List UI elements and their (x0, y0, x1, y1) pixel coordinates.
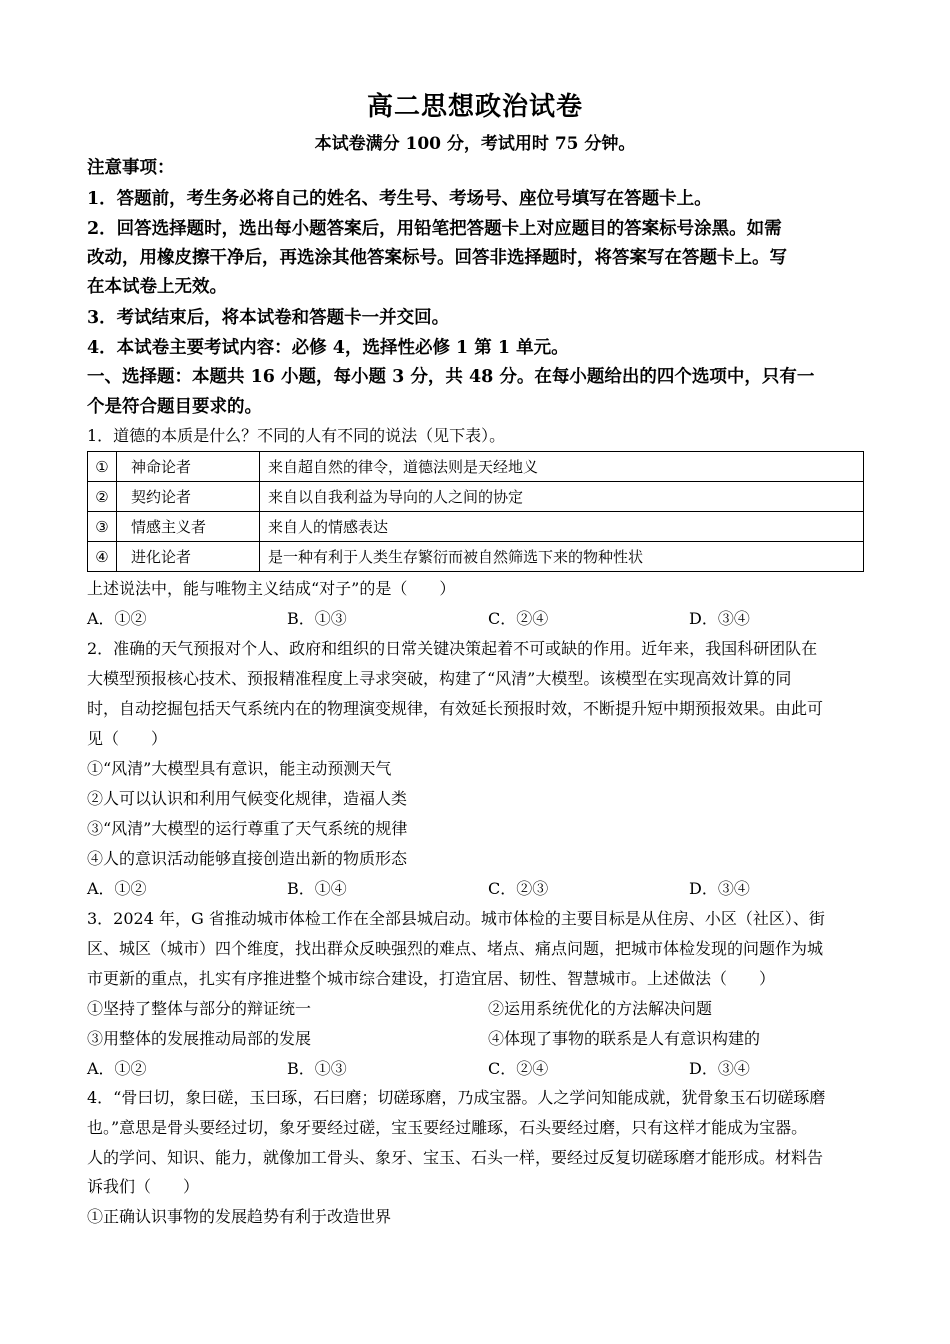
q3-option-a: A．①② (87, 1059, 147, 1078)
q4-statement: ①正确认识事物的发展趋势有利于改造世界 (87, 1207, 392, 1226)
section-heading: 一、选择题：本题共 16 小题，每小题 3 分，共 48 分。在每小题给出的四个选项中，只有一 (87, 367, 815, 387)
notice-item: 改动，用橡皮擦干净后，再选涂其他答案标号。回答非选择题时，将答案写在答题卡上。写 (87, 248, 787, 268)
table-row (88, 482, 864, 512)
q2-stem-cont: 大模型预报核心技术、预报精准程度上寻求突破，构建了“风清”大模型。该模型在实现高效计算的同 (87, 669, 792, 688)
table-cell-text: 来自人的情感表达 (260, 512, 864, 542)
q3-statement: ④体现了事物的联系是人有意识构建的 (488, 1029, 761, 1048)
table-row (88, 542, 864, 572)
table-cell-num: ④ (88, 542, 117, 572)
notice-item: 1．答题前，考生务必将自己的姓名、考生号、考场号、座位号填写在答题卡上。 (87, 189, 712, 209)
exam-title: 高二思想政治试卷 (366, 92, 583, 122)
q3-stem-cont: 市更新的重点，扎实有序推进整个城市综合建设，打造宜居、韧性、智慧城市。上述做法（ ） (87, 969, 776, 988)
q1-option-a: A．①② (87, 609, 147, 628)
q3-option-b: B．①③ (287, 1059, 347, 1078)
q2-option-b: B．①④ (287, 879, 347, 898)
q3-option-c: C．②④ (488, 1059, 549, 1078)
q2-statement: ④人的意识活动能够直接创造出新的物质形态 (87, 849, 408, 868)
q2-statement: ③“风清”大模型的运行尊重了天气系统的规律 (87, 819, 408, 838)
q1-stem: 1．道德的本质是什么？不同的人有不同的说法（见下表）。 (87, 426, 506, 445)
q4-stem-cont: 人的学问、知识、能力，就像加工骨头、象牙、宝玉、石头一样，要经过反复切磋琢磨才能形成。材料告 (87, 1148, 824, 1167)
table-row (88, 452, 864, 482)
table-cell-who: 进化论者 (117, 542, 260, 572)
table-row (88, 512, 864, 542)
table-cell-who: 情感主义者 (117, 512, 260, 542)
q2-option-d: D．③④ (689, 879, 750, 898)
q1-table (87, 451, 864, 572)
q2-stem-cont: 见（ ） (87, 729, 168, 748)
table-cell-num: ② (88, 482, 117, 512)
notice-item: 在本试卷上无效。 (87, 277, 227, 297)
q1-option-c: C．②④ (488, 609, 549, 628)
notice-item: 3．考试结束后，将本试卷和答题卡一并交回。 (87, 308, 450, 328)
q3-stem-cont: 区、城区（城市）四个维度，找出群众反映强烈的难点、堵点、痛点问题，把城市体检发现的问题作为城 (87, 939, 824, 958)
q2-statement: ②人可以认识和利用气候变化规律，造福人类 (87, 789, 408, 808)
table-cell-who: 契约论者 (117, 482, 260, 512)
table-cell-num: ③ (88, 512, 117, 542)
table-cell-text: 来自超自然的律令，道德法则是天经地义 (260, 452, 864, 482)
section-heading-cont: 个是符合题目要求的。 (87, 397, 262, 417)
q3-statement: ①坚持了整体与部分的辩证统一 (87, 999, 312, 1018)
q3-statement: ③用整体的发展推动局部的发展 (87, 1029, 312, 1048)
exam-subtitle: 本试卷满分 100 分，考试用时 75 分钟。 (314, 134, 636, 154)
q2-stem-cont: 时，自动挖掘包括天气系统内在的物理演变规律，有效延长预报时效，不断提升短中期预报效果。由此可 (87, 699, 824, 718)
q2-statement: ①“风清”大模型具有意识，能主动预测天气 (87, 759, 392, 778)
table-cell-num: ① (88, 452, 117, 482)
q4-stem-cont: 也。”意思是骨头要经过切，象牙要经过磋，宝玉要经过雕琢，石头要经过磨，只有这样才能成为宝器。 (87, 1118, 808, 1137)
q4-stem: 4．“骨曰切，象曰磋，玉曰琢，石曰磨；切磋琢磨，乃成宝器。人之学问知能成就，犹骨象玉石切磋琢磨 (87, 1088, 826, 1107)
q2-option-c: C．②③ (488, 879, 549, 898)
q2-option-a: A．①② (87, 879, 147, 898)
q2-stem: 2．准确的天气预报对个人、政府和组织的日常关键决策起着不可或缺的作用。近年来，我国科研团队在 (87, 639, 818, 658)
q3-statement: ②运用系统优化的方法解决问题 (488, 999, 713, 1018)
q1-option-b: B．①③ (287, 609, 347, 628)
q3-option-d: D．③④ (689, 1059, 750, 1078)
q1-option-d: D．③④ (689, 609, 750, 628)
q4-stem-cont: 诉我们（ ） (87, 1177, 200, 1196)
table-cell-who: 神命论者 (117, 452, 260, 482)
q1-question: 上述说法中，能与唯物主义结成“对子”的是（ ） (87, 579, 456, 598)
notice-heading: 注意事项： (87, 158, 175, 178)
notice-item: 4．本试卷主要考试内容：必修 4，选择性必修 1 第 1 单元。 (87, 338, 569, 358)
notice-item: 2．回答选择题时，选出每小题答案后，用铅笔把答题卡上对应题目的答案标号涂黑。如需 (87, 219, 782, 239)
q3-stem: 3．2024 年，G 省推动城市体检工作在全部县城启动。城市体检的主要目标是从住房、小区（社区）、街 (87, 909, 825, 928)
table-cell-text: 来自以自我利益为导向的人之间的协定 (260, 482, 864, 512)
table-cell-text: 是一种有利于人类生存繁衍而被自然筛选下来的物种性状 (260, 542, 864, 572)
